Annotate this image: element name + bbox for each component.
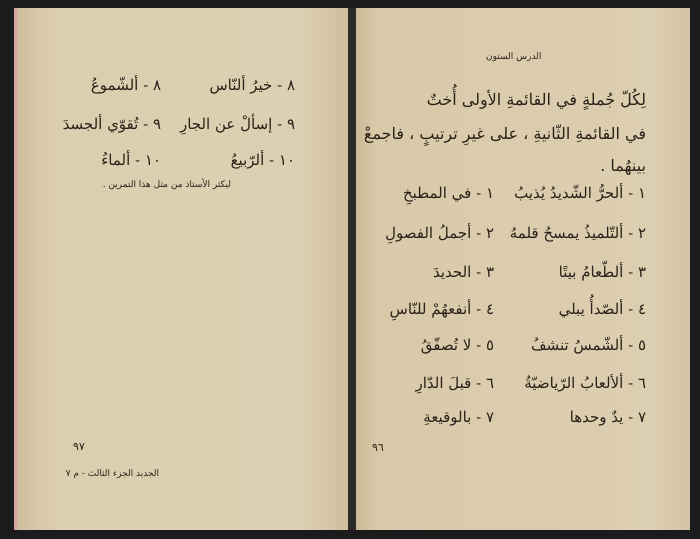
exercise-line: ٨ - ألشّموعُ [90,76,161,94]
teacher-note: ليكثر الأستاذ من مثل هذا التمرين . [102,180,231,190]
footer-note: الجديد الجزء الثالث - م ٧ [65,469,159,479]
page-number: ٩٧ [73,440,85,453]
exercise-line: ٧ - بالوقيعةِ [423,408,494,426]
right-page [356,8,690,530]
left-page [14,8,351,530]
exercise-line: ٢ - ألتّلميذُ يمسحُ قلمهُ [509,224,646,242]
exercise-line: ٧ - يدٌ وحدها [569,408,646,426]
exercise-line: ٥ - لا تُصفّقُ [420,336,494,354]
lesson-title: الدرس الستون [486,52,542,62]
exercise-line: ٨ - خيرُ ألنّاس [209,76,295,94]
exercise-line: ١ - في المطبخِ [402,184,494,202]
exercise-line: ٦ - ألألعابُ الرّياضيّةُ [524,374,646,392]
exercise-line: ٢ - أجملُ الفصولِ [385,224,494,242]
instruction-line: في القائمةِ الثّانيةِ ، على غيرِ ترتيبٍ ، فاجمعْ [363,124,646,143]
exercise-line: ١ - ألحرُّ الشّديدُ يُذيبُ [514,184,646,202]
instruction-line: لِكُلّ جُملةٍ في القائمةِ الأولى أُختٌ [426,90,646,109]
book-gutter [348,8,356,530]
exercise-line: ٥ - ألشّمسُ تنشفُ [531,336,646,354]
exercise-line: ١٠ - ألرّبيعُ [230,151,295,169]
page-number: ٩٦ [372,441,384,454]
exercise-line: ٣ - الحديدَ [432,263,494,281]
exercise-line: ٩ - إسألْ عن الجارِ [179,115,295,133]
exercise-line: ٦ - قبلَ الدّارِ [415,374,494,392]
exercise-line: ٤ - أنفعهُمْ للنّاسِ [389,300,494,318]
exercise-line: ٩ - تُقوّي ألجسدَ [62,115,161,133]
exercise-line: ١٠ - ألماءُ [101,151,161,169]
instruction-line: بينهُما . [600,156,646,175]
exercise-line: ٤ - ألصّدأُ يبلي [558,300,646,318]
exercise-line: ٣ - ألطّعامُ بيتًا [558,263,646,281]
